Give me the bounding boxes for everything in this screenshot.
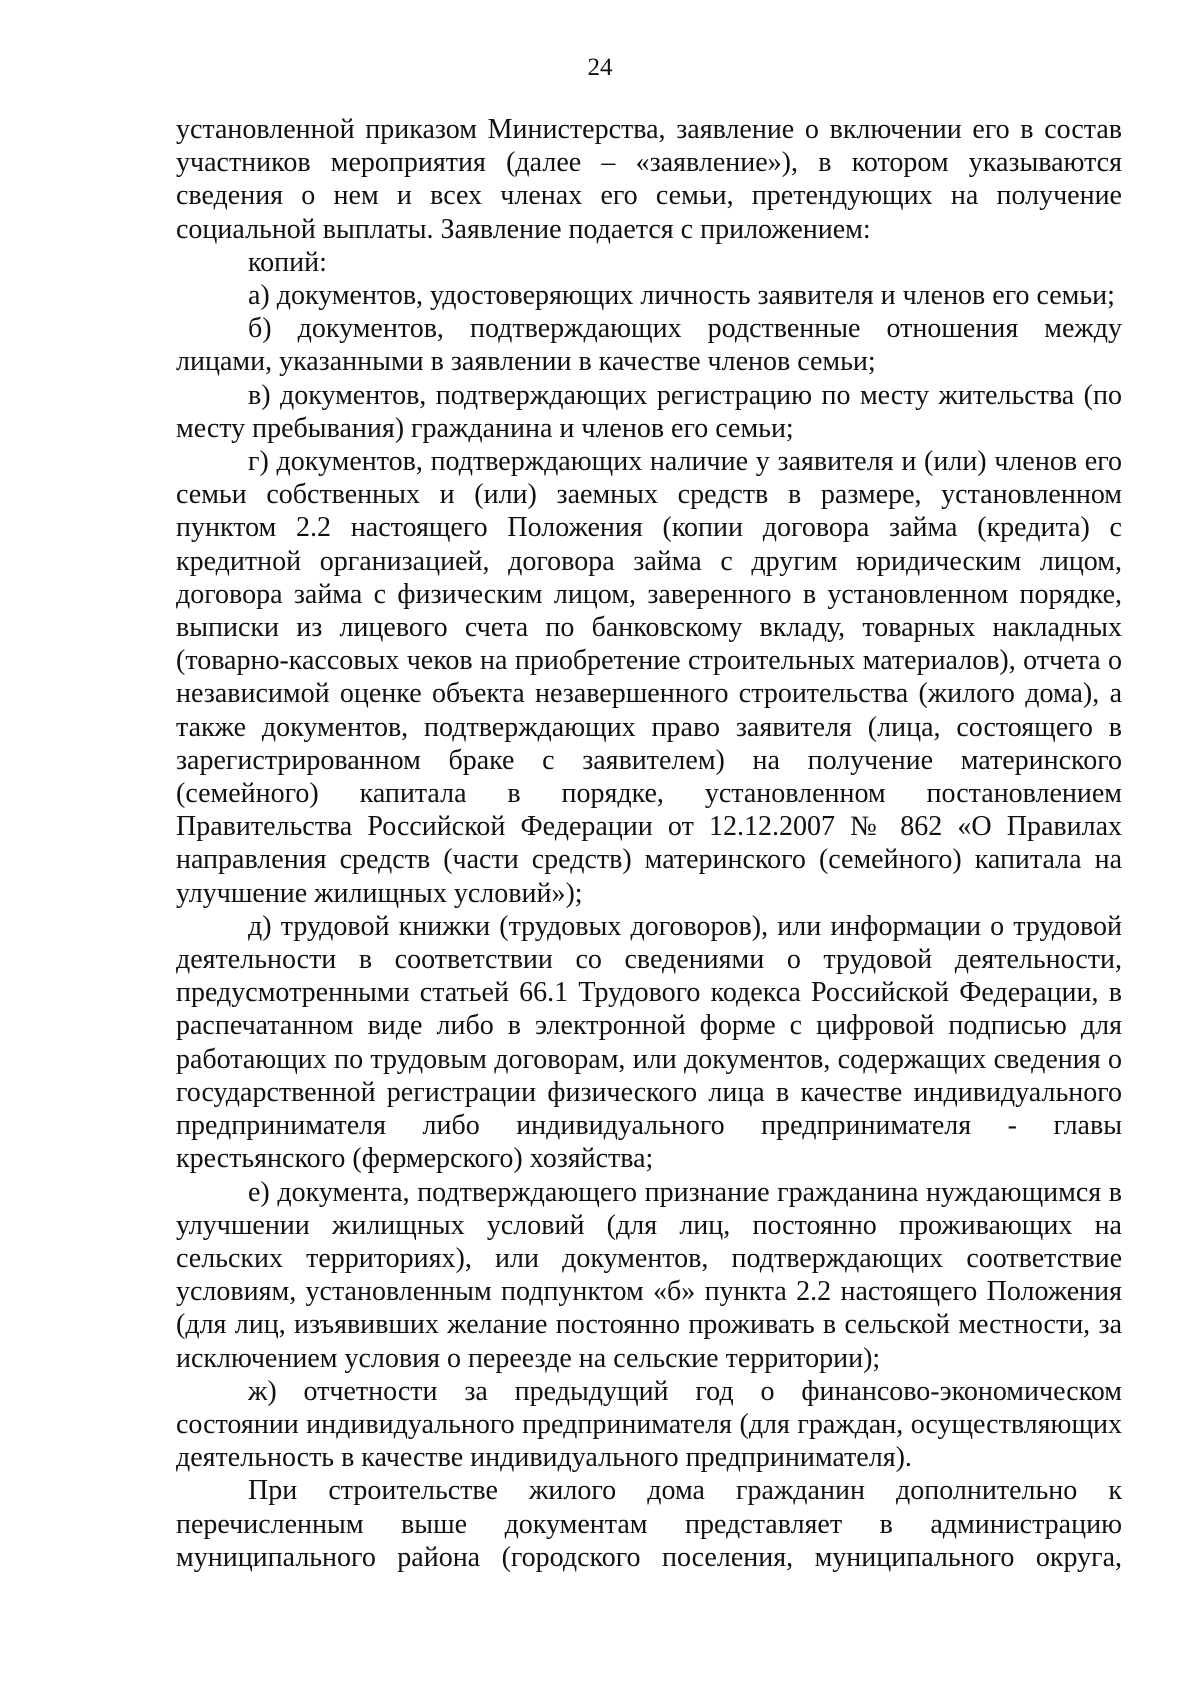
paragraph-construction: При строительстве жилого дома гражданин дополнительно к перечисленным выше документам представляет в администрацию муниципального района (городского поселения, муниципального округа,	[176, 1475, 1122, 1573]
paragraph-item-zh: ж) отчетности за предыдущий год о финансово-экономическом состоянии индивидуального предпринимателя (для граждан, осуществляющих деятельность в качестве индивидуального предпринимателя).	[176, 1375, 1122, 1474]
paragraph-item-d: д) трудовой книжки (трудовых договоров), или информации о трудовой деятельности в соответствии со сведениями о трудовой деятельности, предусмотренными статьей 66.1 Трудового кодекса Российской Федерации, в распечатанном виде либо в электронной форме с цифровой подписью для работающих по трудовым договорам, или документов, содержащих сведения о государственной регистрации физического лица в качестве индивидуального предпринимателя либо индивидуального предпринимателя - главы крестьянского (фермерского) хозяйства;	[176, 910, 1122, 1175]
paragraph-item-a: а) документов, удостоверяющих личность заявителя и членов его семьи;	[248, 280, 1115, 312]
paragraph-item-b: б) документов, подтверждающих родственные отношения между лицами, указанными в заявлении в качестве членов семьи;	[176, 313, 1122, 378]
paragraph-item-e: е) документа, подтверждающего признание гражданина нуждающимся в улучшении жилищных условий (для лиц, постоянно проживающих на сельских территориях), или документов, подтверждающих соответствие условиям, установленным подпунктом «б» пункта 2.2 настоящего Положения (для лиц, изъявивших желание постоянно проживать в сельской местности, за исключением условия о переезде на сельские территории);	[176, 1176, 1122, 1374]
paragraph-item-g: г) документов, подтверждающих наличие у заявителя и (или) членов его семьи собственных и (или) заемных средств в размере, установленном пунктом 2.2 настоящего Положения (копии договора займа (кредита) с кредитной организацией, договора займа с другим юридическим лицом, договора займа с физическим лицом, заверенного в установленном порядке, выписки из лицевого счета по банковскому вкладу, товарных накладных (товарно-кассовых чеков на приобретение строительных материалов), отчета о независимой оценке объекта незавершенного строительства (жилого дома), а также документов, подтверждающих право заявителя (лица, состоящего в зарегистрированном браке с заявителем) на получение материнского (семейного) капитала в порядке, установленном постановлением Правительства Российской Федерации от 12.12.2007 № 862 «О Правилах направления средств (части средств) материнского (семейного) капитала на улучшение жилищных условий»);	[176, 446, 1122, 909]
page-number: 24	[587, 54, 613, 81]
paragraph-copies: копий:	[248, 246, 327, 278]
paragraph-intro: установленной приказом Министерства, заявление о включении его в состав участников мероприятия (далее – «заявление»), в котором указываются сведения о нем и всех членах его семьи, претендующих на получение социальной выплаты. Заявление подается с приложением:	[176, 114, 1122, 245]
document-body	[176, 113, 1122, 1574]
paragraph-item-v: в) документов, подтверждающих регистрацию по месту жительства (по месту пребывания) гражданина и членов его семьи;	[176, 379, 1122, 444]
